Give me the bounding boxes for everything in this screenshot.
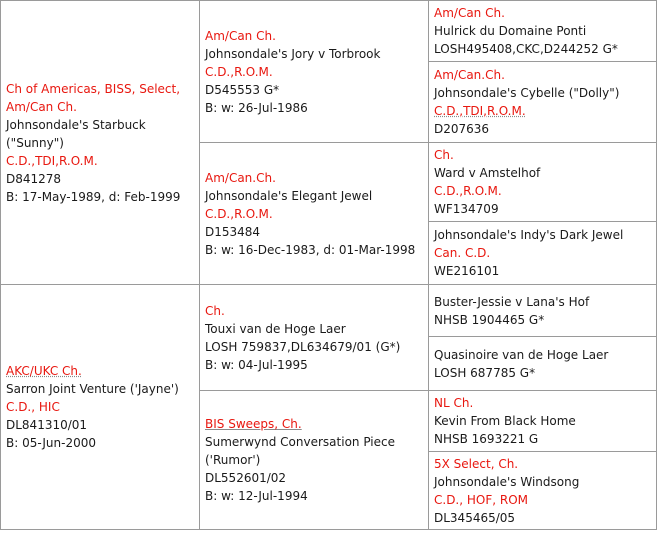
dam-dam-suffix: Can. C.D. [434,246,491,260]
dam-cell [199,142,429,285]
sire2-reg: LOSH 759837,DL634679/01 (G*) [205,339,401,354]
sire-name: Johnsondale's Jory v Torbrook [205,46,381,61]
sire-born: B: w: 26-Jul-1986 [205,100,308,115]
sire-sire-name: Hulrick du Domaine Ponti [434,24,587,38]
sire-dam-suffix: C.D.,TDI,R.O.M. [434,104,526,118]
dog-titles: Ch of Americas, BISS, Select, [6,81,181,96]
dam2-dam-suffix: C.D., HOF, ROM [434,492,529,507]
dam2-titles: BIS Sweeps, Ch. [205,417,302,431]
dam-sire-suffix: C.D.,R.O.M. [434,184,502,198]
dam2-sire-titles: NL Ch. [434,396,474,410]
sire-sire-reg: LOSH495408,CKC,D244252 G* [434,42,618,56]
dam-name: Johnsondale's Elegant Jewel [205,188,373,203]
dog2-born: B: 05-Jun-2000 [6,436,96,450]
dam-dam-reg: WE216101 [434,264,500,278]
sire-titles: Am/Can Ch. [205,28,276,43]
dog2-titles: AKC/UKC Ch. [6,364,82,378]
sire2-sire-cell [428,284,657,337]
dog2-name: Sarron Joint Venture ('Jayne') [6,382,179,396]
dam-sire-reg: WF134709 [434,202,499,216]
sire-dam-titles: Am/Can.Ch. [434,68,505,82]
dog2-reg: DL841310/01 [6,418,88,432]
sire2-name: Touxi van de Hoge Laer [205,321,346,336]
dam-dam-cell [428,221,657,285]
dam2-call-name: ('Rumor') [205,453,261,467]
dog-titles-cont: Am/Can Ch. [6,99,77,114]
dog-cell [0,0,200,285]
dam-titles: Am/Can.Ch. [205,170,276,185]
dog-born: B: 17-May-1989, d: Feb-1999 [6,189,181,204]
dog2-suffix: C.D., HIC [6,400,60,414]
dog-suffix: C.D.,TDI,R.O.M. [6,153,98,168]
sire2-cell [199,284,429,391]
sire2-born: B: w: 04-Jul-1995 [205,357,308,372]
dam2-name: Sumerwynd Conversation Piece [205,435,396,449]
dam-sire-titles: Ch. [434,148,454,162]
dam2-dam-cell [428,451,657,530]
dam2-sire-name: Kevin From Black Home [434,414,576,428]
sire-sire-cell [428,0,657,62]
sire-dam-name: Johnsondale's Cybelle ("Dolly") [434,86,620,100]
sire2-sire-name: Buster-Jessie v Lana's Hof [434,294,590,309]
sire-reg: D545553 G* [205,82,280,97]
sire2-dam-cell [428,336,657,391]
dog-call-name: ("Sunny") [6,135,64,150]
dam-born: B: w: 16-Dec-1983, d: 01-Mar-1998 [205,242,416,257]
sire-suffix: C.D.,R.O.M. [205,64,273,79]
dam2-reg: DL552601/02 [205,471,287,485]
sire2-titles: Ch. [205,303,225,318]
dam-dam-name: Johnsondale's Indy's Dark Jewel [434,228,624,242]
dam2-born: B: w: 12-Jul-1994 [205,489,308,503]
sire-cell [199,0,429,143]
dam-reg: D153484 [205,224,261,239]
dam-sire-cell [428,142,657,222]
dam2-dam-name: Johnsondale's Windsong [434,474,580,489]
dam2-sire-reg: NHSB 1693221 G [434,432,539,446]
sire2-dam-name: Quasinoire van de Hoge Laer [434,347,609,362]
sire2-dam-reg: LOSH 687785 G* [434,365,536,380]
sire-dam-reg: D207636 [434,122,490,136]
dog-reg: D841278 [6,171,62,186]
sire-dam-cell [428,61,657,143]
dam2-cell [199,390,429,530]
dog2-cell [0,284,200,530]
dam-suffix: C.D.,R.O.M. [205,206,273,221]
sire-sire-titles: Am/Can Ch. [434,6,505,20]
sire2-sire-reg: NHSB 1904465 G* [434,312,545,327]
dam-sire-name: Ward v Amstelhof [434,166,541,180]
dam2-dam-titles: 5X Select, Ch. [434,456,519,471]
dam2-dam-reg: DL345465/05 [434,510,516,525]
dog-name: Johnsondale's Starbuck [6,117,146,132]
dam2-sire-cell [428,390,657,452]
